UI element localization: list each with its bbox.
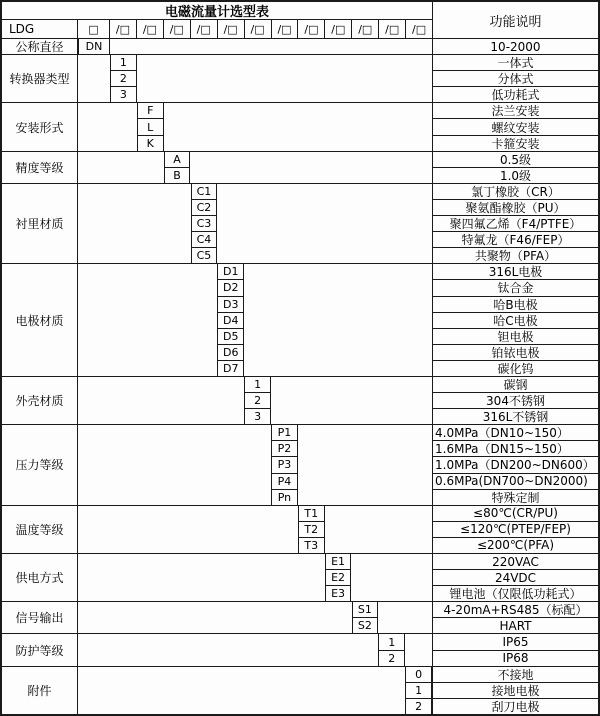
category-blocks [2,38,598,714]
description-cell: 10-2000 [490,39,541,54]
code-cell: T3 [304,538,319,552]
slash-box-icon: /□ [412,22,427,36]
code-cell: C3 [192,216,217,232]
description-cell: 氯丁橡胶（CR） [433,184,598,200]
description-cell: 4-20mA+RS485（标配） [433,602,598,618]
code-column [191,184,218,263]
description-cell: HART [499,618,532,633]
code-column [110,55,137,102]
category-label: 电极材质 [2,264,78,376]
code-cell: C1 [192,184,217,200]
code-box-icon: □ [78,20,110,38]
description-cell: 0.6MPa(DN700~DN2000) [433,474,598,490]
description-cell: 刮刀电极 [491,699,540,714]
description-column [432,506,598,553]
description-cell: 分体式 [433,71,598,87]
description-cell: ≤80℃(CR/PU) [433,506,598,522]
description-column [432,39,598,54]
category-label: 防护等级 [2,634,78,665]
description-cell: 钽电极 [433,329,598,345]
code-cell: C5 [196,249,212,263]
category-label: 附件 [2,667,78,714]
description-cell: 铂铱电极 [433,345,598,361]
code-cell: D6 [218,345,243,361]
description-cell: 聚氨酯橡胶（PU） [433,200,598,216]
function-column-header: 功能说明 [432,2,598,38]
code-cell: 0 [406,667,431,683]
description-cell: 不接地 [433,667,598,683]
description-cell: 碳化钨 [497,361,534,376]
description-column [432,55,598,102]
description-cell: 法兰安装 [433,103,598,119]
code-cell: C2 [192,200,217,216]
description-column [432,554,598,601]
code-cell: P1 [272,425,297,441]
code-column [244,377,271,424]
model-name-cell: LDG [2,20,78,38]
code-cell: T2 [299,522,324,538]
code-cell: P4 [272,474,297,490]
description-cell: 碳钢 [433,377,598,393]
category-block [2,601,598,633]
code-cell: B [173,168,181,182]
category-label: 安装形式 [2,103,78,150]
code-cell: 3 [119,88,127,102]
category-label: 衬里材质 [2,184,78,263]
category-block [2,263,598,376]
code-column [271,425,298,504]
description-cell: 特氟龙（F46/FEP） [433,232,598,248]
code-cell: K [146,136,154,150]
code-cell: 2 [111,71,136,87]
code-column [405,667,432,714]
category-block [2,38,598,54]
code-column [78,39,110,54]
code-column [137,103,164,150]
description-cell: 1.0级 [499,168,532,183]
description-cell: ≤120℃(PTEP/FEP) [433,522,598,538]
slash-box-icon: /□ [352,20,379,38]
description-cell: 316L不锈钢 [482,410,549,425]
code-cell: D5 [218,329,243,345]
code-cell: D2 [218,280,243,296]
code-cell: L [138,119,163,135]
code-cell: E1 [326,554,351,570]
description-cell: IP65 [433,634,598,650]
description-column [432,602,598,633]
code-column [298,506,325,553]
slash-box-icon: /□ [325,20,352,38]
code-cell: D1 [218,264,243,280]
description-cell: 24VDC [433,570,598,586]
description-cell: 特殊定制 [491,490,540,505]
category-block [2,376,598,424]
slash-box-icon: /□ [137,20,164,38]
category-block [2,505,598,553]
category-block [2,183,598,263]
code-cell: 2 [388,651,396,665]
code-cell: D3 [218,297,243,313]
code-column [164,152,191,183]
slash-box-icon: /□ [298,20,325,38]
code-cell: S1 [353,602,378,618]
category-label: 温度等级 [2,506,78,553]
description-cell: 304不锈钢 [433,393,598,409]
category-block [2,666,598,714]
category-label: 压力等级 [2,425,78,504]
description-cell: 锂电池（仅限低功耗式） [449,587,582,602]
description-column [432,667,598,714]
description-cell: 哈C电极 [433,313,598,329]
category-label: 供电方式 [2,554,78,601]
code-cell: E3 [331,587,346,601]
code-cell: D7 [223,361,239,375]
slash-box-icon: /□ [191,20,218,38]
description-cell: 接地电极 [433,683,598,699]
description-cell: 低功耗式 [491,88,540,103]
slash-box-icon: /□ [218,20,245,38]
description-cell: 螺纹安装 [433,119,598,135]
description-column [432,184,598,263]
slash-box-icon: /□ [110,20,137,38]
code-cell: 2 [245,393,270,409]
code-cell: Pn [277,490,292,504]
description-cell: IP68 [502,651,529,666]
description-column [432,377,598,424]
category-block [2,424,598,504]
description-cell: 聚四氟乙烯（F4/PTFE） [433,216,598,232]
code-cell: 1 [406,683,431,699]
header-left [2,2,432,38]
category-block [2,54,598,102]
category-label: 信号输出 [2,602,78,633]
table-header [2,2,598,38]
description-cell: 1.0MPa（DN200~DN600） [433,457,598,473]
slash-box-icon: /□ [272,20,299,38]
description-cell: 共聚物（PFA） [474,249,557,264]
description-cell: 316L电极 [433,264,598,280]
code-cell: D4 [218,313,243,329]
description-column [432,103,598,150]
description-cell: 0.5级 [433,152,598,168]
description-cell: 钛合金 [433,280,598,296]
description-column [432,264,598,376]
code-cell: 2 [415,699,423,713]
code-cell: 3 [254,410,262,424]
category-block [2,102,598,150]
description-cell: 卡箍安装 [491,136,540,151]
description-column [432,425,598,504]
code-column [352,602,379,633]
code-cell: F [138,103,163,119]
category-label: 外壳材质 [2,377,78,424]
code-cell: T1 [299,506,324,522]
slash-box-icon: /□ [379,20,406,38]
description-cell: 220VAC [433,554,598,570]
code-cell: 1 [379,634,404,650]
category-label: 转换器类型 [2,55,78,102]
code-cell: 1 [111,55,136,71]
description-cell: 4.0MPa（DN10~150） [433,425,598,441]
category-block [2,553,598,601]
slash-box-icon: /□ [164,20,191,38]
code-cell: E2 [326,570,351,586]
code-column [378,634,405,665]
code-cell: A [165,152,190,168]
description-column [432,152,598,183]
code-cell: P2 [272,441,297,457]
code-cell: C4 [192,232,217,248]
description-cell: ≤200℃(PFA) [476,538,555,553]
category-label: 公称直径 [2,39,78,54]
code-cell: DN [85,40,103,54]
slash-box-icon: /□ [245,20,272,38]
code-cell: 1 [245,377,270,393]
description-cell: 1.6MPa（DN15~150） [433,441,598,457]
description-column [432,634,598,665]
description-cell: 一体式 [433,55,598,71]
category-label: 精度等级 [2,152,78,183]
code-cell: P3 [272,457,297,473]
table-title: 电磁流量计选型表 [2,2,432,20]
code-column [217,264,244,376]
code-cell: S2 [357,619,372,633]
description-cell: 哈B电极 [433,297,598,313]
model-code-row [2,20,432,38]
category-block [2,633,598,665]
category-block [2,151,598,183]
code-column [325,554,352,601]
